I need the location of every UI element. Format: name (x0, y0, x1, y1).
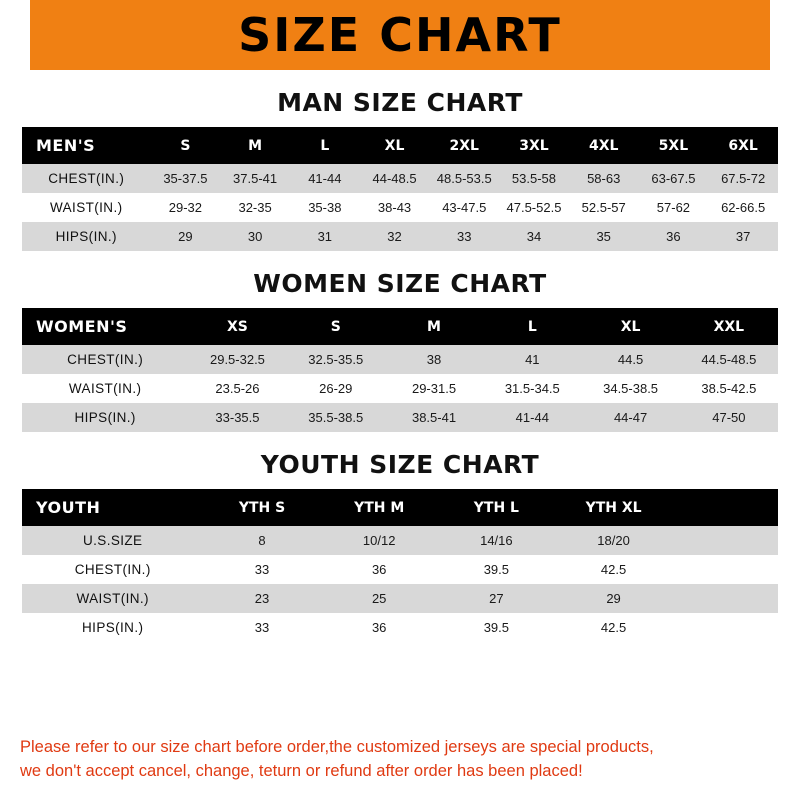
table-cell: 29-31.5 (385, 374, 483, 403)
table-header-row (22, 489, 778, 526)
table-cell: 29.5-32.5 (188, 345, 286, 374)
table-cell: 23 (203, 584, 320, 613)
row-label: CHEST(IN.) (22, 345, 188, 374)
table-cell: 36 (639, 222, 709, 251)
table-cell: 38-43 (360, 193, 430, 222)
section-title-women: WOMEN SIZE CHART (253, 269, 547, 298)
column-header: YTH S (203, 489, 320, 526)
table-cell: 33 (203, 555, 320, 584)
table-cell: 62-66.5 (708, 193, 778, 222)
table-cell: 38.5-41 (385, 403, 483, 432)
column-header: 5XL (639, 127, 709, 164)
table-women-sizes (22, 308, 778, 432)
column-header: L (483, 308, 581, 345)
table-cell: 38 (385, 345, 483, 374)
table-row (22, 164, 778, 193)
table-cell: 35-38 (290, 193, 360, 222)
column-header: S (287, 308, 385, 345)
table-cell: 41-44 (290, 164, 360, 193)
note-line-1: Please refer to our size chart before order,the customized jerseys are special products, (20, 738, 654, 757)
table-cell: 34.5-38.5 (581, 374, 679, 403)
table-cell: 33-35.5 (188, 403, 286, 432)
table-cell: 35.5-38.5 (287, 403, 385, 432)
table-cell: 32 (360, 222, 430, 251)
column-header: XXL (680, 308, 778, 345)
column-header: 2XL (429, 127, 499, 164)
section-man (0, 70, 800, 251)
table-row (22, 374, 778, 403)
row-label: WAIST(IN.) (22, 374, 188, 403)
column-header: M (385, 308, 483, 345)
table-cell: 10/12 (321, 526, 438, 555)
table-cell: 31 (290, 222, 360, 251)
column-header: L (290, 127, 360, 164)
table-row (22, 193, 778, 222)
column-header-rowlabel: MEN'S (22, 127, 151, 164)
column-header: XS (188, 308, 286, 345)
section-title-youth: YOUTH SIZE CHART (260, 450, 540, 479)
table-row (22, 222, 778, 251)
table-cell: 47-50 (680, 403, 778, 432)
column-header-spacer (672, 489, 778, 526)
table-cell: 30 (220, 222, 290, 251)
section-youth (0, 432, 800, 642)
table-man-sizes (22, 127, 778, 251)
table-cell: 8 (203, 526, 320, 555)
table-row (22, 613, 778, 642)
table-cell: 35-37.5 (151, 164, 221, 193)
order-policy-note (0, 722, 800, 800)
section-women (0, 251, 800, 432)
table-cell: 42.5 (555, 555, 672, 584)
table-cell: 29-32 (151, 193, 221, 222)
table-cell: 35 (569, 222, 639, 251)
table-cell: 44-48.5 (360, 164, 430, 193)
row-label: WAIST(IN.) (22, 584, 203, 613)
table-cell: 25 (321, 584, 438, 613)
column-header: S (151, 127, 221, 164)
table-cell: 32.5-35.5 (287, 345, 385, 374)
table-cell: 37 (708, 222, 778, 251)
table-cell: 44.5 (581, 345, 679, 374)
table-cell: 41-44 (483, 403, 581, 432)
page-title: SIZE CHART (238, 8, 562, 62)
row-label: CHEST(IN.) (22, 164, 151, 193)
table-cell: 63-67.5 (639, 164, 709, 193)
column-header: 6XL (708, 127, 778, 164)
table-cell: 23.5-26 (188, 374, 286, 403)
table-cell: 41 (483, 345, 581, 374)
section-title-man: MAN SIZE CHART (277, 88, 523, 117)
row-label: WAIST(IN.) (22, 193, 151, 222)
table-cell: 26-29 (287, 374, 385, 403)
table-header-row (22, 308, 778, 345)
column-header: 4XL (569, 127, 639, 164)
table-cell: 29 (151, 222, 221, 251)
column-header: 3XL (499, 127, 569, 164)
table-cell: 34 (499, 222, 569, 251)
column-header-rowlabel: YOUTH (22, 489, 203, 526)
table-row (22, 403, 778, 432)
table-cell: 36 (321, 613, 438, 642)
table-cell: 32-35 (220, 193, 290, 222)
note-line-2: we don't accept cancel, change, teturn or refund after order has been placed! (20, 762, 583, 781)
table-cell: 36 (321, 555, 438, 584)
table-cell-spacer (672, 584, 778, 613)
column-header-rowlabel: WOMEN'S (22, 308, 188, 345)
table-youth-sizes (22, 489, 778, 642)
table-header-row (22, 127, 778, 164)
column-header: XL (360, 127, 430, 164)
table-cell-spacer (672, 526, 778, 555)
table-cell: 29 (555, 584, 672, 613)
table-cell: 52.5-57 (569, 193, 639, 222)
table-row (22, 526, 778, 555)
table-cell: 53.5-58 (499, 164, 569, 193)
table-cell: 33 (429, 222, 499, 251)
row-label: HIPS(IN.) (22, 613, 203, 642)
table-cell: 44-47 (581, 403, 679, 432)
column-header: YTH XL (555, 489, 672, 526)
table-cell-spacer (672, 613, 778, 642)
table-cell: 47.5-52.5 (499, 193, 569, 222)
column-header: XL (581, 308, 679, 345)
table-cell: 31.5-34.5 (483, 374, 581, 403)
table-cell: 33 (203, 613, 320, 642)
table-cell: 57-62 (639, 193, 709, 222)
row-label: CHEST(IN.) (22, 555, 203, 584)
table-cell: 14/16 (438, 526, 555, 555)
table-row (22, 584, 778, 613)
table-cell: 39.5 (438, 555, 555, 584)
table-cell: 37.5-41 (220, 164, 290, 193)
table-cell: 18/20 (555, 526, 672, 555)
table-cell: 44.5-48.5 (680, 345, 778, 374)
table-cell-spacer (672, 555, 778, 584)
table-row (22, 345, 778, 374)
table-row (22, 555, 778, 584)
row-label: HIPS(IN.) (22, 403, 188, 432)
page-header (0, 0, 800, 70)
column-header: M (220, 127, 290, 164)
table-cell: 43-47.5 (429, 193, 499, 222)
column-header: YTH M (321, 489, 438, 526)
table-cell: 67.5-72 (708, 164, 778, 193)
row-label: U.S.SIZE (22, 526, 203, 555)
table-cell: 27 (438, 584, 555, 613)
table-cell: 58-63 (569, 164, 639, 193)
table-cell: 48.5-53.5 (429, 164, 499, 193)
column-header: YTH L (438, 489, 555, 526)
table-cell: 38.5-42.5 (680, 374, 778, 403)
table-cell: 42.5 (555, 613, 672, 642)
table-cell: 39.5 (438, 613, 555, 642)
row-label: HIPS(IN.) (22, 222, 151, 251)
